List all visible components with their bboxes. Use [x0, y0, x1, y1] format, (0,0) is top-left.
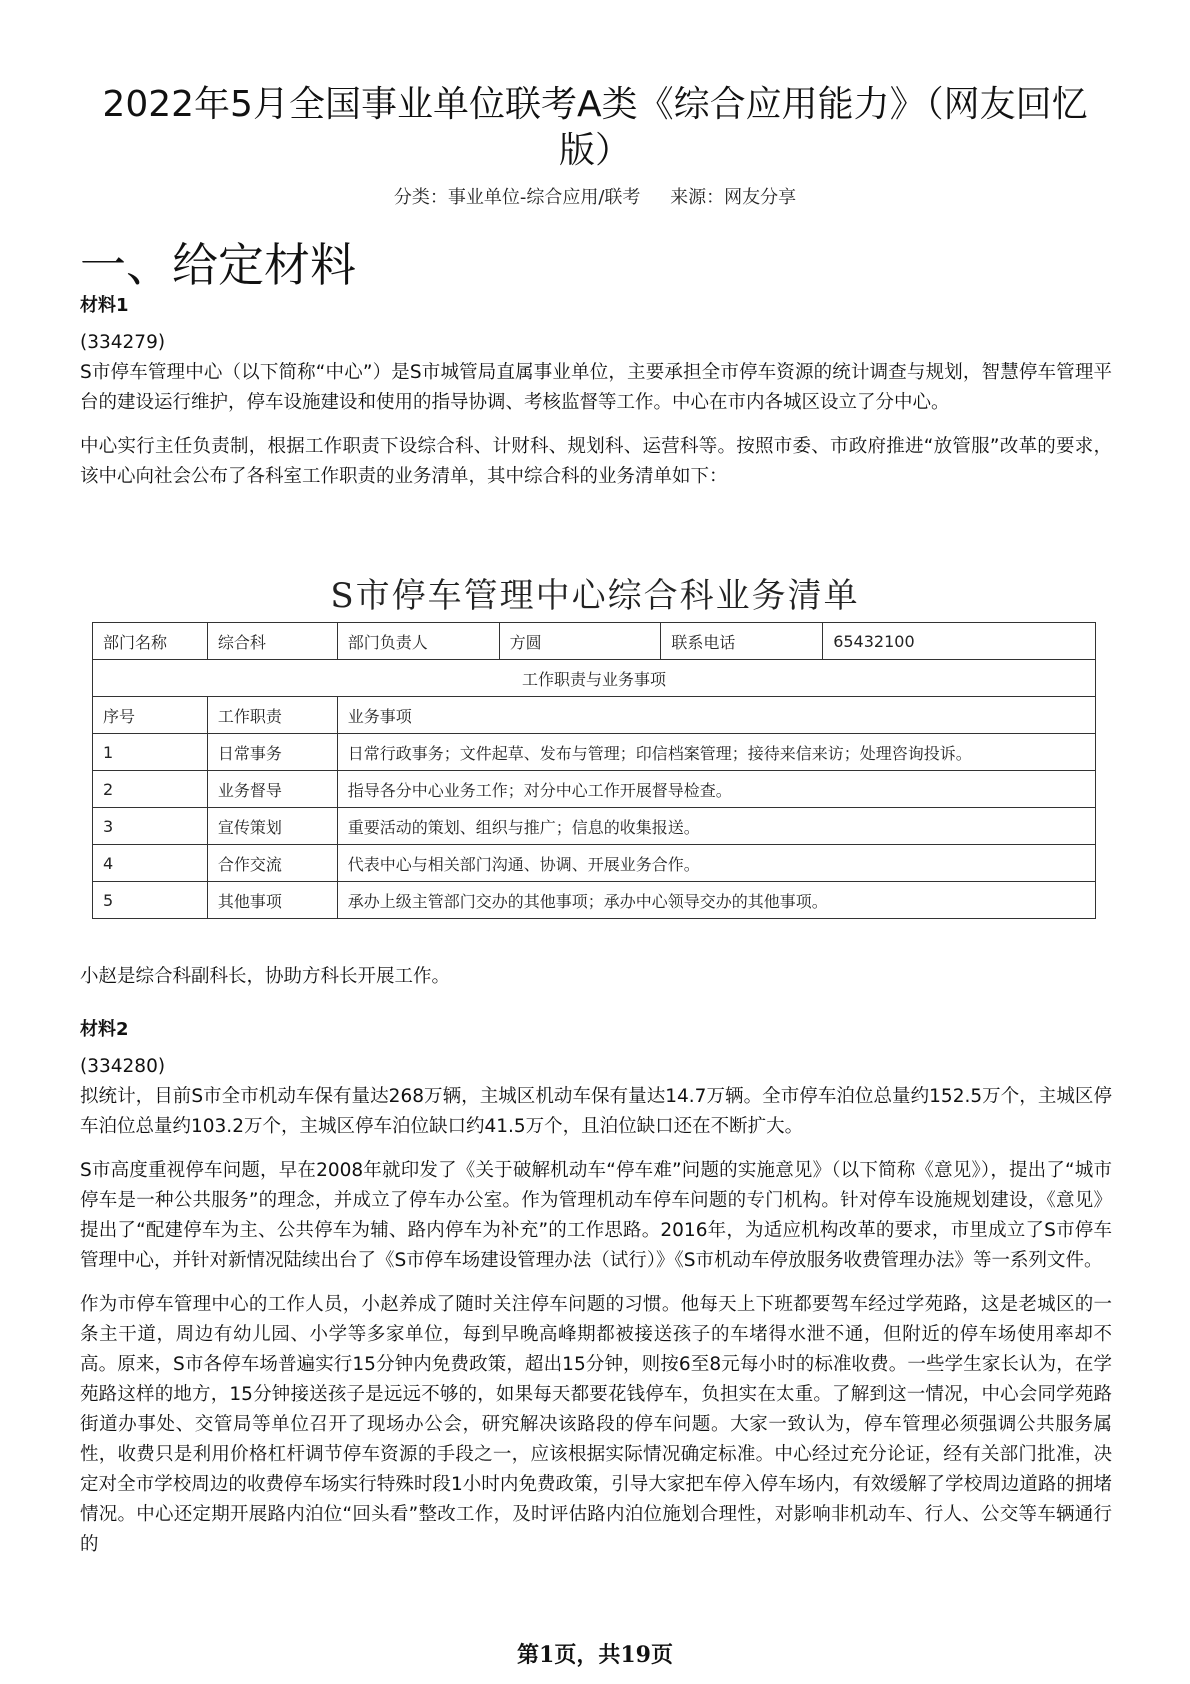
row-number: 2	[93, 771, 208, 808]
material-2-paragraph: 拟统计，目前S市全市机动车保有量达268万辆，主城区机动车保有量达14.7万辆。全市停车泊位总量约152.5万个，主城区停车泊位总量约103.2万个，主城区停车泊位缺口约41.5万个，且泊位缺口还在不断扩大。	[80, 1086, 1112, 1137]
table-section-row	[93, 660, 1096, 697]
row-duty: 宣传策划	[207, 808, 337, 845]
row-items: 指导各分中心业务工作；对分中心工作开展督导检查。	[337, 771, 1095, 808]
table-row	[93, 771, 1096, 808]
material-1-id: (334279)	[80, 332, 166, 353]
column-header: 业务事项	[337, 697, 1095, 734]
material-2-id: (334280)	[80, 1056, 166, 1077]
row-items: 代表中心与相关部门沟通、协调、开展业务合作。	[337, 845, 1095, 882]
dept-label-cell: 部门名称	[93, 623, 208, 660]
row-duty: 业务督导	[207, 771, 337, 808]
row-number: 5	[93, 882, 208, 919]
row-number: 1	[93, 734, 208, 771]
table-row	[93, 845, 1096, 882]
head-value-cell: 方圆	[499, 623, 661, 660]
row-items: 重要活动的策划、组织与推广；信息的收集报送。	[337, 808, 1095, 845]
head-label-cell: 部门负责人	[337, 623, 499, 660]
column-header: 工作职责	[207, 697, 337, 734]
material-1-text	[80, 328, 1112, 506]
material-1-after-table	[80, 962, 1112, 992]
row-duty: 合作交流	[207, 845, 337, 882]
phone-value-cell: 65432100	[823, 623, 1096, 660]
page-footer: 第1页，共19页	[517, 1642, 673, 1668]
phone-label-cell: 联系电话	[661, 623, 823, 660]
row-duty: 其他事项	[207, 882, 337, 919]
row-items: 承办上级主管部门交办的其他事项；承办中心领导交办的其他事项。	[337, 882, 1095, 919]
table-column-header-row	[93, 697, 1096, 734]
row-number: 3	[93, 808, 208, 845]
table-title: S市停车管理中心综合科业务清单	[330, 576, 860, 616]
material-2-paragraph: S市高度重视停车问题，早在2008年就印发了《关于破解机动车“停车难”问题的实施意见》（以下简称《意见》），提出了“城市停车是一种公共服务”的理念，并成立了停车办公室。作为管理机动车停车问题的专门机构。针对停车设施规划建设，《意见》提出了“配建停车为主、公共停车为辅、路内停车为补充”的工作思路。2016年，为适应机构改革的要求，市里成立了S市停车管理中心，并针对新情况陆续出台了《S市停车场建设管理办法（试行）》《S市机动车停放服务收费管理办法》等一系列文件。	[80, 1160, 1112, 1271]
material-2-label: 材料2	[80, 1019, 129, 1040]
business-list-table	[92, 622, 1096, 919]
material-2-text	[80, 1052, 1112, 1574]
dept-value-cell: 综合科	[207, 623, 337, 660]
document-title: 2022年5月全国事业单位联考A类《综合应用能力》（网友回忆版）	[102, 84, 1088, 171]
material-1-paragraph: 中心实行主任负责制，根据工作职责下设综合科、计财科、规划科、运营科等。按照市委、市政府推进“放管服”改革的要求，该中心向社会公布了各科室工作职责的业务清单，其中综合科的业务清单如下：	[80, 436, 1112, 487]
row-duty: 日常事务	[207, 734, 337, 771]
section-heading: 一、给定材料	[80, 238, 356, 292]
source-label: 来源：网友分享	[670, 187, 797, 208]
table-row	[93, 734, 1096, 771]
table-header-row	[93, 623, 1096, 660]
material-1-label: 材料1	[80, 295, 129, 316]
material-2-paragraph: 作为市停车管理中心的工作人员，小赵养成了随时关注停车问题的习惯。他每天上下班都要驾车经过学苑路，这是老城区的一条主干道，周边有幼儿园、小学等多家单位，每到早晚高峰期都被接送孩子的车堵得水泄不通，但附近的停车场使用率却不高。原来，S市各停车场普遍实行15分钟内免费政策，超出15分钟，则按6至8元每小时的标准收费。一些学生家长认为，在学苑路这样的地方，15分钟接送孩子是远远不够的，如果每天都要花钱停车，负担实在太重。了解到这一情况，中心会同学苑路街道办事处、交管局等单位召开了现场办公会，研究解决该路段的停车问题。大家一致认为，停车管理必须强调公共服务属性，收费只是利用价格杠杆调节停车资源的手段之一，应该根据实际情况确定标准。中心经过充分论证，经有关部门批准，决定对全市学校周边的收费停车场实行特殊时段1小时内免费政策，引导大家把车停入停车场内，有效缓解了学校周边道路的拥堵情况。中心还定期开展路内泊位“回头看”整改工作，及时评估路内泊位施划合理性，对影响非机动车、行人、公交等车辆通行的	[80, 1294, 1112, 1555]
category-label: 分类：事业单位-综合应用/联考	[393, 187, 641, 208]
row-items: 日常行政事务；文件起草、发布与管理；印信档案管理；接待来信来访；处理咨询投诉。	[337, 734, 1095, 771]
table-row	[93, 808, 1096, 845]
table-row	[93, 882, 1096, 919]
column-header: 序号	[93, 697, 208, 734]
row-number: 4	[93, 845, 208, 882]
material-1-paragraph: S市停车管理中心（以下简称“中心”）是S市城管局直属事业单位，主要承担全市停车资源的统计调查与规划，智慧停车管理平台的建设运行维护，停车设施建设和使用的指导协调、考核监督等工作。中心在市内各城区设立了分中心。	[80, 362, 1112, 413]
document-meta	[0, 183, 1190, 209]
section-title-cell: 工作职责与业务事项	[93, 660, 1096, 697]
material-1-note: 小赵是综合科副科长，协助方科长开展工作。	[80, 966, 451, 987]
